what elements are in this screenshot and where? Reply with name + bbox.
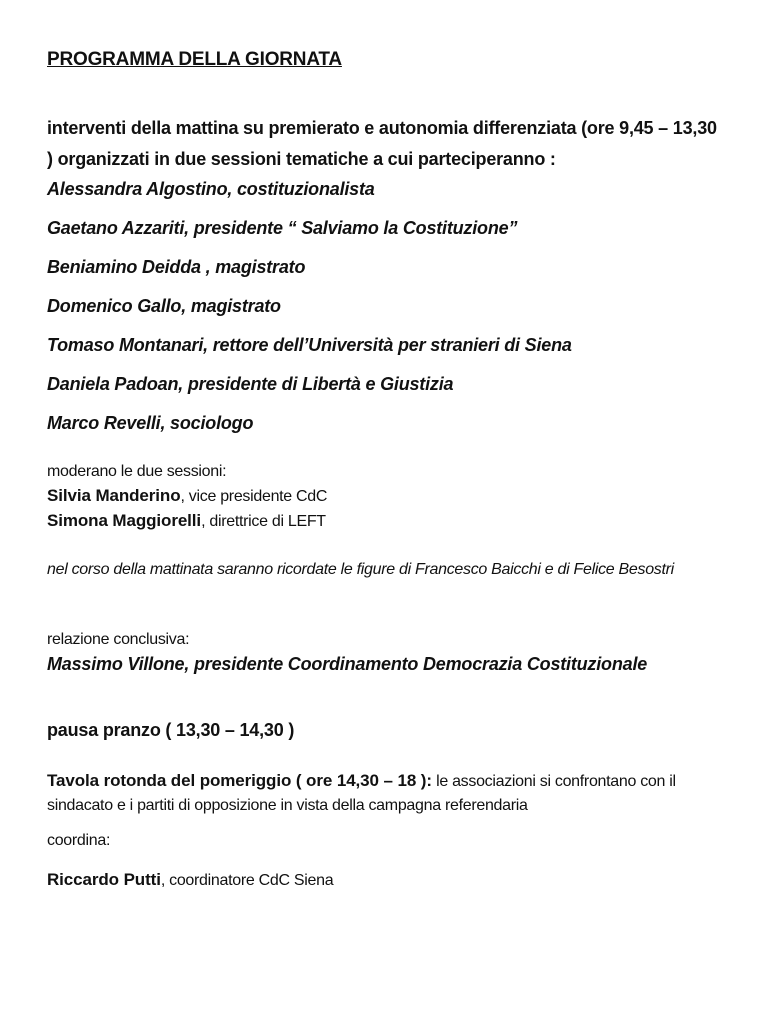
speaker-item: Gaetano Azzariti, presidente “ Salviamo la Costituzione” [47, 218, 518, 238]
coordinator-line [47, 870, 333, 890]
coordination-label: coordina: [47, 832, 111, 849]
speaker-item: Beniamino Deidda , magistrato [47, 257, 306, 277]
speaker-item: Daniela Padoan, presidente di Libertà e Giustizia [47, 374, 454, 394]
moderator-item [47, 509, 327, 534]
page-title: PROGRAMMA DELLA GIORNATA [47, 49, 342, 70]
speaker-item: Tomaso Montanari, rettore dell’Università per stranieri di Siena [47, 335, 572, 355]
roundtable-text: le associazioni si confrontano con il sindacato e i partiti di opposizione in vista della campagna referendaria [47, 773, 676, 814]
moderator-item [47, 484, 327, 509]
roundtable-block [47, 769, 737, 818]
speaker-item: Marco Revelli, sociologo [47, 413, 254, 433]
moderator-role: , direttrice di LEFT [201, 513, 326, 530]
speaker-item: Alessandra Algostino, costituzionalista [47, 179, 375, 199]
closing-block [47, 628, 647, 676]
memorial-note: nel corso della mattinata saranno ricordate le figure di Francesco Baicchi e di Felice Besostri [47, 561, 674, 578]
morning-intro: interventi della mattina su premierato e autonomia differenziata (ore 9,45 – 13,30 ) organizzati in due sessioni tematiche a cui parteciperanno : [47, 118, 717, 169]
closing-label: relazione conclusiva: [47, 631, 190, 648]
moderator-role: , vice presidente CdC [180, 488, 328, 505]
moderator-name: Silvia Manderino [47, 486, 181, 505]
speaker-list [47, 178, 737, 451]
moderators-label: moderano le due sessioni: [47, 463, 227, 480]
moderators-block [47, 460, 327, 534]
lunch-break: pausa pranzo ( 13,30 – 14,30 ) [47, 720, 295, 740]
speaker-item: Domenico Gallo, magistrato [47, 296, 281, 316]
roundtable-title: Tavola rotonda del pomeriggio ( ore 14,30 – 18 ): [47, 771, 432, 790]
coordinator-role: , coordinatore CdC Siena [160, 872, 334, 889]
moderator-name: Simona Maggiorelli [47, 511, 202, 530]
closing-speaker: Massimo Villone, presidente Coordinamento Democrazia Costituzionale [47, 654, 648, 674]
coordinator-name: Riccardo Putti [47, 870, 161, 889]
